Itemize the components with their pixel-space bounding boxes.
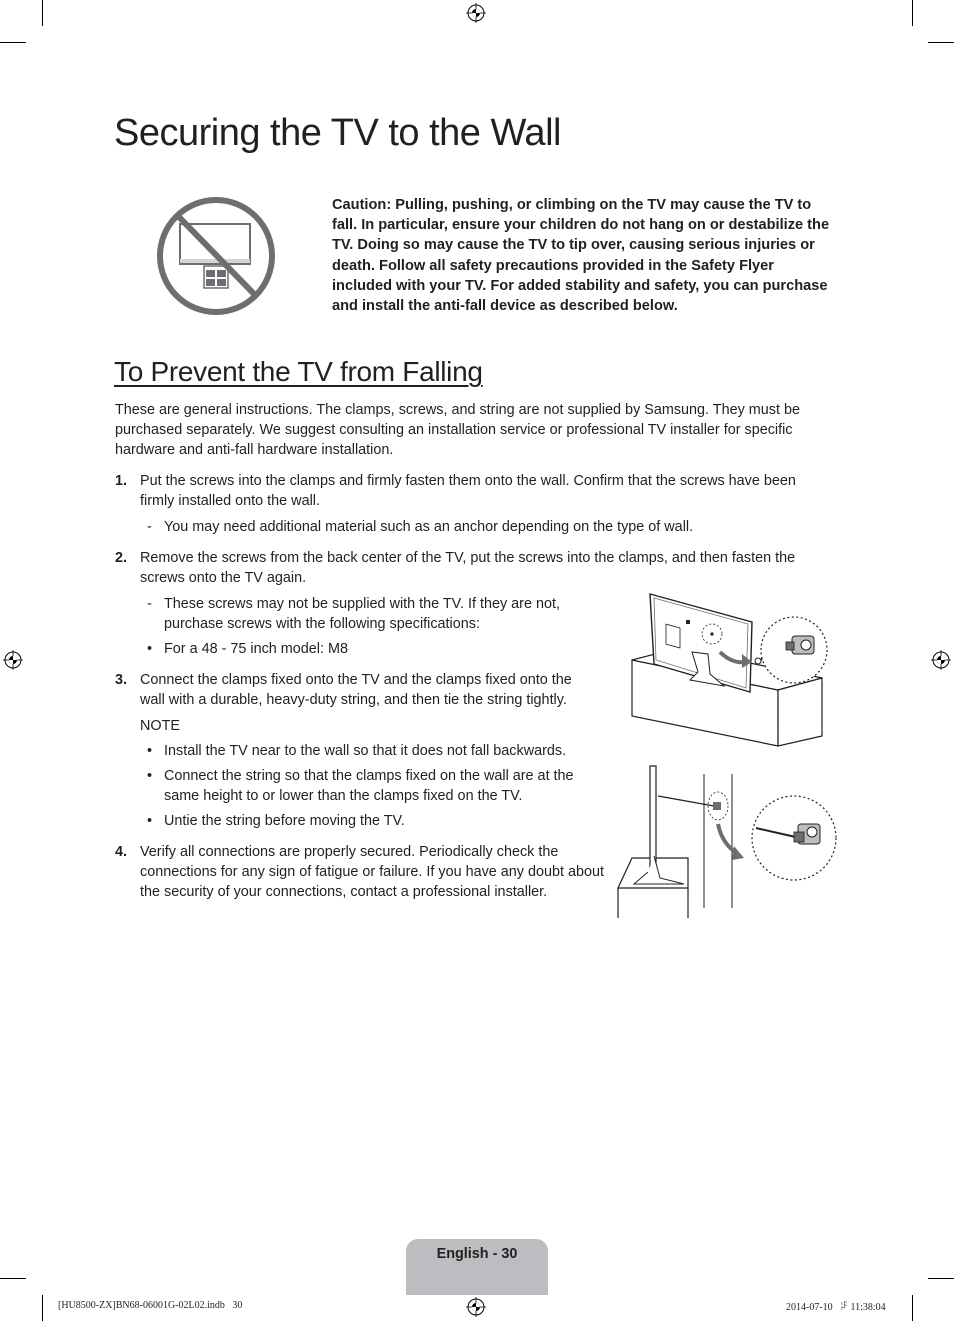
sub-text: Connect the string so that the clamps fixed on the wall are at the same height to or lower than the clamps fixed on the TV. <box>164 768 574 804</box>
sub-text: You may need additional material such as an anchor depending on the type of wall. <box>164 519 694 535</box>
dash-marker: - <box>147 596 152 612</box>
crop-mark <box>928 42 954 43</box>
section-title: To Prevent the TV from Falling <box>114 356 483 387</box>
registration-mark-icon <box>466 1297 486 1317</box>
print-slug-right: 2014-07-10 ꂞ 11:38:04 <box>786 1302 886 1313</box>
bullet-marker: • <box>147 813 153 829</box>
step-text: Remove the screws from the back center of the TV, put the screws into the clamps, and then fasten the screws onto the TV again. <box>140 550 796 586</box>
crop-mark <box>0 42 26 43</box>
registration-mark-icon <box>3 650 23 670</box>
caution-text: Caution: Pulling, pushing, or climbing on the TV may cause the TV to fall. In particular, ensure your children do not hang on or destabilize the TV. Doing so may cause the TV to tip over, causing serious injuries or death. Follow all safety precautions provided in the Safety Flyer included with your TV. For added stability and safety, you can purchase and install the anti-fall device as described below. <box>332 197 830 315</box>
crop-mark <box>42 0 43 26</box>
sub-text: Untie the string before moving the TV. <box>164 813 405 829</box>
print-slug-left: [HU8500-ZX]BN68-06001G-02L02.indb 30 <box>58 1300 243 1311</box>
step-number: 3. <box>115 672 128 688</box>
step-number: 2. <box>115 550 128 566</box>
note-label: NOTE <box>140 718 180 734</box>
crop-mark <box>42 1295 43 1321</box>
crop-mark <box>928 1278 954 1279</box>
crop-mark <box>0 1278 26 1279</box>
step-number: 1. <box>115 473 128 489</box>
intro-text: These are general instructions. The clamps, screws, and string are not supplied by Samsung. They must be purchased separately. We suggest consulting an installation service or professional TV installer for specific hardware and anti-fall hardware installation. <box>115 402 800 458</box>
step-text: Connect the clamps fixed onto the TV and the clamps fixed onto the wall with a durable, heavy-duty string, and then tie the string tightly. <box>140 672 572 708</box>
no-tv-on-stand-icon <box>156 196 276 316</box>
tv-rear-clamp-illustration <box>628 590 828 750</box>
crop-mark <box>912 0 913 26</box>
step-text: Verify all connections are properly secured. Periodically check the connections for any sign of fatigue or failure. If you have any doubt about the security of your connections, contact a professional installer. <box>140 844 604 900</box>
page-number: English - 30 <box>436 1246 518 1262</box>
bullet-marker: • <box>147 768 153 784</box>
sub-text: For a 48 - 75 inch model: M8 <box>164 641 348 657</box>
crop-mark <box>912 1295 913 1321</box>
sub-text: Install the TV near to the wall so that it does not fall backwards. <box>164 743 567 759</box>
bullet-marker: • <box>147 743 153 759</box>
step-text: Put the screws into the clamps and firmly fasten them onto the wall. Confirm that the screws have been firmly installed onto the wall. <box>140 473 796 509</box>
dash-marker: - <box>147 519 152 535</box>
page-title: Securing the TV to the Wall <box>114 112 561 154</box>
registration-mark-icon <box>931 650 951 670</box>
registration-mark-icon <box>466 3 486 23</box>
tv-wall-string-illustration <box>614 762 842 918</box>
bullet-marker: • <box>147 641 153 657</box>
step-number: 4. <box>115 844 128 860</box>
sub-text: These screws may not be supplied with the TV. If they are not, purchase screws with the following specifications: <box>164 596 560 632</box>
